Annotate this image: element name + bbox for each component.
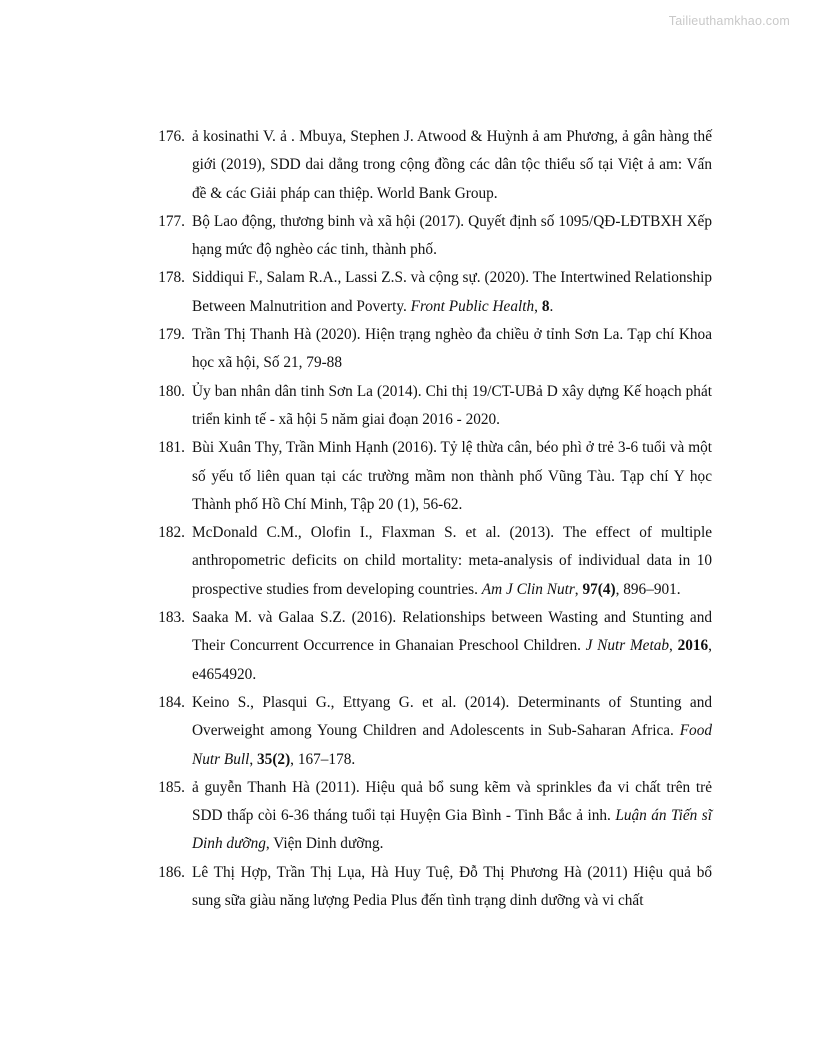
reference-text-segment: Keino S., Plasqui G., Ettyang G. et al. (2014). Determinants of Stunting and Overweight among Young Children and Adolescents in Sub-Saharan Africa. bbox=[192, 693, 712, 740]
reference-text-segment: Saaka M. và Galaa S.Z. (2016). Relationships between Wasting and Stunting and Their Concurrent Occurrence in Ghanaian Preschool Children. bbox=[192, 609, 712, 655]
reference-text-segment: 97(4) bbox=[582, 580, 616, 598]
reference-text bbox=[192, 774, 712, 859]
reference-text-segment: Front Public Health bbox=[410, 297, 535, 315]
reference-text bbox=[192, 321, 712, 378]
reference-number: 179. bbox=[158, 326, 185, 344]
reference-number: 182. bbox=[158, 524, 185, 542]
reference-text bbox=[192, 378, 712, 435]
reference-entry bbox=[158, 264, 712, 321]
reference-text-segment: Am J Clin Nutr bbox=[481, 580, 575, 598]
reference-text-segment: Lê Thị Hợp, Trần Thị Lụa, Hà Huy Tuệ, Đỗ Thị Phương Hà (2011) Hiệu quả bổ sung sữa giàu năng lượng Pedia Plus đến tình trạng dinh dưỡng và vi chất bbox=[192, 863, 712, 910]
reference-text-segment: , bbox=[534, 297, 542, 315]
reference-text-segment: , Viện Dinh dưỡng. bbox=[265, 835, 384, 853]
reference-text-segment: Trần Thị Thanh Hà (2020). Hiện trạng nghèo đa chiều ở tỉnh Sơn La. Tạp chí Khoa học xã hội, Số 21, 79-88 bbox=[192, 326, 712, 372]
reference-text-segment: , e4654920. bbox=[192, 637, 712, 683]
reference-number: 184. bbox=[158, 693, 185, 711]
reference-text bbox=[192, 519, 712, 604]
reference-number: 186. bbox=[158, 863, 185, 881]
reference-entry bbox=[158, 689, 712, 774]
reference-text-segment: McDonald C.M., Olofin I., Flaxman S. et al. (2013). The effect of multiple anthropometric deficits on child mortality: meta-analysis of individual data in 10 prospective studies from developing countries. bbox=[192, 524, 712, 598]
reference-text-segment: Siddiqui F., Salam R.A., Lassi Z.S. và cộng sự. (2020). The Intertwined Relationship Between Malnutrition and Poverty. bbox=[192, 269, 712, 315]
reference-text-segment: Bộ Lao động, thương binh và xã hội (2017). Quyết định số 1095/QĐ-LĐTBXH Xếp hạng mức độ nghèo các tinh, thành phố. bbox=[192, 212, 712, 259]
reference-number: 180. bbox=[158, 382, 185, 400]
reference-entry bbox=[158, 123, 712, 208]
reference-text-segment: , 896–901. bbox=[615, 580, 681, 598]
reference-text-segment: Bùi Xuân Thy, Trần Minh Hạnh (2016). Tỷ lệ thừa cân, béo phì ở trẻ 3-6 tuổi và một số yếu tố liên quan tại các trường mầm non thành phố Vũng Tàu. Tạp chí Y học Thành phố Hồ Chí Minh, Tập 20 (1), 56-62. bbox=[192, 439, 712, 513]
reference-text-segment: . bbox=[549, 297, 554, 315]
reference-number: 185. bbox=[158, 778, 185, 796]
reference-entry bbox=[158, 321, 712, 378]
reference-text-segment: ả guyễn Thanh Hà (2011). Hiệu quả bổ sung kẽm và sprinkles đa vi chất trên trẻ SDD thấp còi 6-36 tháng tuổi tại Huyện Gia Bình - Tinh Bắc ả inh. bbox=[192, 778, 712, 825]
reference-text bbox=[192, 689, 712, 774]
reference-text-segment: J Nutr Metab bbox=[585, 637, 670, 655]
reference-entry bbox=[158, 859, 712, 916]
reference-entry bbox=[158, 774, 712, 859]
reference-text-segment: Ủy ban nhân dân tinh Sơn La (2014). Chi thị 19/CT-UBả D xây dựng Kế hoạch phát triển kinh tế - xã hội 5 năm giai đoạn 2016 - 2020. bbox=[192, 382, 712, 428]
reference-text bbox=[192, 859, 712, 916]
reference-entry bbox=[158, 519, 712, 604]
reference-number: 178. bbox=[158, 269, 185, 287]
reference-number: 177. bbox=[158, 212, 185, 230]
reference-entry bbox=[158, 434, 712, 519]
reference-text-segment: , bbox=[249, 750, 258, 768]
reference-number: 181. bbox=[158, 439, 185, 457]
reference-text-segment: 35(2) bbox=[257, 750, 291, 768]
reference-text bbox=[192, 208, 712, 265]
reference-entry bbox=[158, 378, 712, 435]
reference-text-segment: 8 bbox=[541, 297, 550, 315]
reference-number: 183. bbox=[158, 609, 185, 627]
reference-text bbox=[192, 123, 712, 208]
reference-text-segment: Luận án Tiến sĩ Dinh dưỡng bbox=[192, 807, 712, 853]
watermark-text: Tailieuthamkhao.com bbox=[668, 14, 790, 28]
reference-number: 176. bbox=[158, 128, 185, 145]
reference-text-segment: , bbox=[574, 580, 583, 598]
reference-text bbox=[192, 604, 712, 689]
reference-text-segment: 2016 bbox=[677, 637, 709, 655]
reference-text bbox=[192, 264, 712, 321]
reference-entry bbox=[158, 208, 712, 265]
reference-text bbox=[192, 434, 712, 519]
reference-list bbox=[158, 123, 712, 915]
reference-text-segment: , 167–178. bbox=[290, 750, 356, 768]
reference-entry bbox=[158, 604, 712, 689]
reference-text-segment: , bbox=[669, 637, 678, 655]
reference-text-segment: ả kosinathi V. ả . Mbuya, Stephen J. Atwood & Huỳnh ả am Phương, ả gân hàng thế giới (2019), SDD dai dẳng trong cộng đồng các dân tộc thiểu số tại Việt ả am: Vấn đề & các Giải pháp can thiệp. World Bank Group. bbox=[192, 128, 712, 202]
reference-text-segment: Food Nutr Bull bbox=[192, 722, 712, 768]
